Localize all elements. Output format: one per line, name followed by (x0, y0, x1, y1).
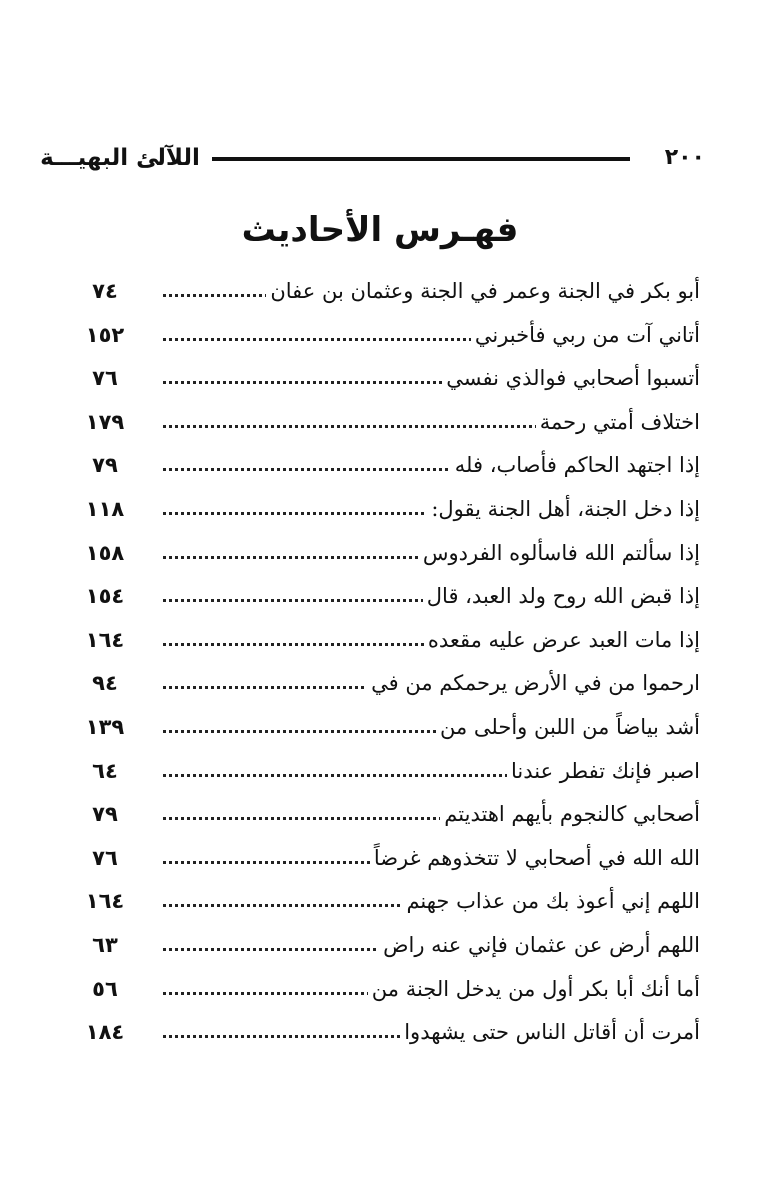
index-entry (70, 750, 700, 794)
entry-page-number: ١٣٩ (85, 714, 125, 739)
entry-page-number: ١٥٤ (85, 584, 125, 609)
entry-text: أشد بياضاً من اللبن وأحلى من (436, 710, 700, 744)
index-entry (70, 532, 700, 576)
index-entry (70, 793, 700, 837)
entry-text: أما أنك أبا بكر أول من يدخل الجنة من (368, 972, 700, 1006)
entry-page-number: ١٦٤ (85, 627, 125, 652)
entry-text: أبو بكر في الجنة وعمر في الجنة وعثمان بن عفان (266, 274, 700, 308)
entry-text: اصبر فإنك تفطر عندنا (507, 754, 700, 788)
entry-text: الله الله في أصحابي لا تتخذوهم غرضاً (370, 841, 700, 875)
entry-page-number: ٧٦ (92, 845, 118, 870)
entry-page-number: ١٥٨ (85, 540, 125, 565)
entry-text: أتاني آت من ربي فأخبرني (471, 318, 700, 352)
index-entry (70, 444, 700, 488)
entry-text: أتسبوا أصحابي فوالذي نفسي (442, 361, 700, 395)
entry-text: اختلاف أمتي رحمة (536, 405, 700, 439)
entry-text: إذا دخل الجنة، أهل الجنة يقول: (427, 492, 700, 526)
index-entry (70, 357, 700, 401)
index-entry (70, 968, 700, 1012)
entry-page-number: ٦٣ (92, 932, 118, 957)
index-entry (70, 270, 700, 314)
index-list (70, 270, 700, 1055)
entry-page-number: ٧٩ (92, 802, 118, 827)
page-number: ٢٠٠ (664, 145, 705, 170)
entry-page-number: ١٨٤ (85, 1020, 125, 1045)
entry-page-number: ٧٩ (92, 453, 118, 478)
entry-text: إذا اجتهد الحاكم فأصاب، فله (451, 448, 700, 482)
index-entry (70, 575, 700, 619)
index-entry (70, 837, 700, 881)
entry-page-number: ٧٦ (92, 366, 118, 391)
index-entry (70, 488, 700, 532)
entry-text: إذا مات العبد عرض عليه مقعده (424, 623, 700, 657)
entry-text: إذا سألتم الله فاسألوه الفردوس (419, 536, 700, 570)
entry-text: ارحموا من في الأرض يرحمكم من في (367, 666, 700, 700)
running-title: اللآلئ البهيـــة (40, 145, 200, 171)
entry-text: أمرت أن أقاتل الناس حتى يشهدوا (400, 1015, 700, 1049)
page-header (0, 138, 760, 178)
index-entry (70, 619, 700, 663)
entry-text: إذا قبض الله روح ولد العبد، قال (423, 579, 700, 613)
index-entry (70, 662, 700, 706)
entry-page-number: ١١٨ (85, 496, 125, 521)
entry-page-number: ١٦٤ (85, 889, 125, 914)
page-title: فهـرس الأحاديث (241, 210, 519, 250)
entry-page-number: ٦٤ (92, 758, 118, 783)
entry-page-number: ١٥٢ (85, 322, 125, 347)
entry-page-number: ٧٤ (92, 279, 118, 303)
index-entry (70, 706, 700, 750)
entry-text: اللهم أرض عن عثمان فإني عنه راض (379, 928, 700, 962)
index-entry (70, 1011, 700, 1055)
header-rule (212, 157, 630, 161)
entry-page-number: ١٧٩ (85, 409, 125, 434)
index-entry (70, 314, 700, 358)
entry-text: اللهم إني أعوذ بك من عذاب جهنم (402, 884, 700, 918)
index-entry (70, 880, 700, 924)
entry-text: أصحابي كالنجوم بأيهم اهتديتم (440, 797, 700, 831)
index-entry (70, 401, 700, 445)
index-entry (70, 924, 700, 968)
entry-page-number: ٥٦ (92, 976, 118, 1001)
entry-page-number: ٩٤ (92, 671, 118, 696)
